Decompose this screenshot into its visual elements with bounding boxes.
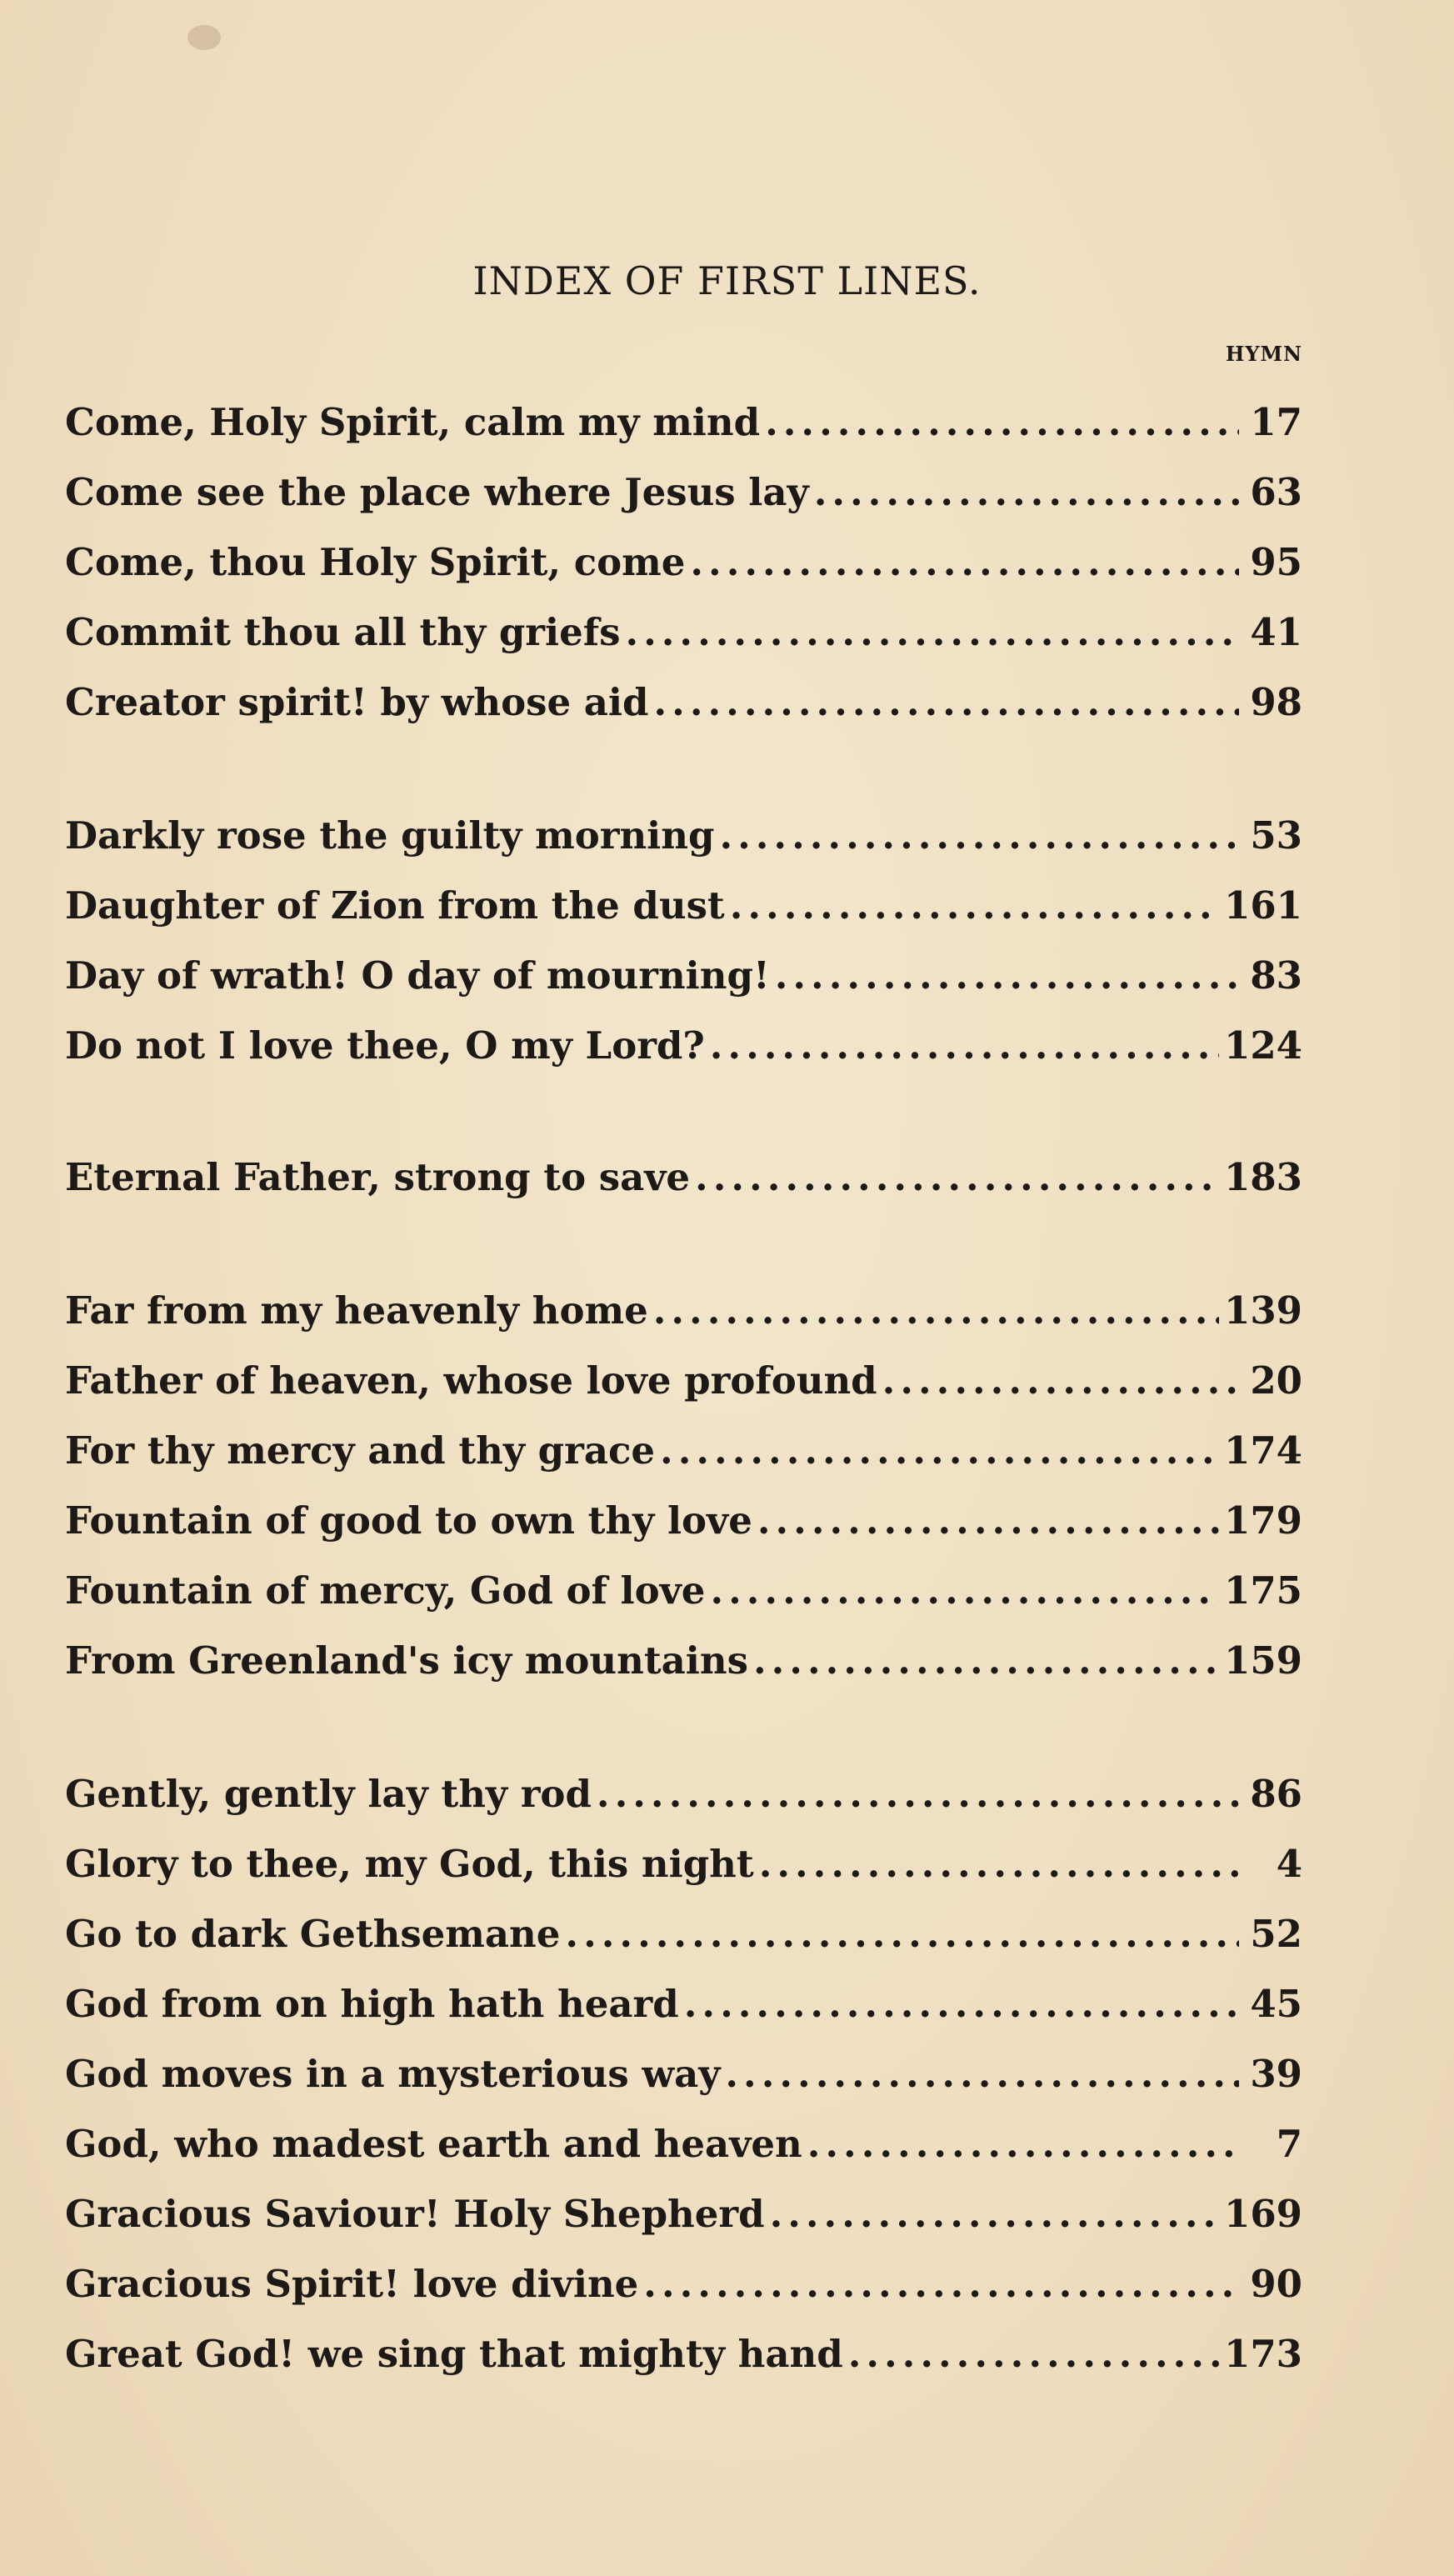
- hymn-number: 41: [1250, 610, 1302, 654]
- hymn-number: 83: [1250, 953, 1302, 998]
- hymn-number: 98: [1250, 680, 1302, 724]
- index-entry: [65, 1498, 1302, 1552]
- leader-dots: [765, 400, 1239, 444]
- hymn-number: 139: [1224, 1288, 1302, 1333]
- hymn-number: 17: [1250, 400, 1302, 444]
- index-entry: [65, 540, 1302, 593]
- index-entry: [65, 1982, 1302, 2035]
- hymn-number: 63: [1250, 470, 1302, 514]
- hymn-number: 90: [1250, 2262, 1302, 2306]
- hymn-number: 175: [1224, 1568, 1302, 1613]
- hymn-number: 95: [1250, 540, 1302, 584]
- index-entry: [65, 2262, 1302, 2315]
- index-entry: [65, 400, 1302, 453]
- leader-dots: [848, 2332, 1219, 2376]
- index-entry: [65, 1568, 1302, 1622]
- index-entry: [65, 2052, 1302, 2105]
- leader-dots: [770, 2192, 1220, 2236]
- leader-dots: [753, 1638, 1219, 1683]
- first-line: Great God! we sing that mighty hand: [65, 2332, 843, 2376]
- leader-dots: [814, 470, 1239, 514]
- index-entry: [65, 953, 1302, 1007]
- first-line: Daughter of Zion from the dust: [65, 883, 725, 928]
- index-entry: [65, 2332, 1302, 2385]
- first-line: Fountain of good to own thy love: [65, 1498, 752, 1543]
- first-line: Creator spirit! by whose aid: [65, 680, 649, 724]
- leader-dots: [725, 2052, 1239, 2096]
- first-line: Eternal Father, strong to save: [65, 1155, 691, 1199]
- leader-dots: [882, 1358, 1239, 1403]
- leader-dots: [710, 1023, 1219, 1068]
- index-entry: [65, 813, 1302, 867]
- index-entry: [65, 1428, 1302, 1482]
- first-line: Go to dark Gethsemane: [65, 1912, 561, 1956]
- first-line: Father of heaven, whose love profound: [65, 1358, 877, 1403]
- index-entry: [65, 680, 1302, 733]
- leader-dots: [757, 1498, 1219, 1543]
- hymn-column-header: HYMN: [1225, 342, 1302, 366]
- index-entry: [65, 2192, 1302, 2245]
- index-entry: [65, 2122, 1302, 2175]
- first-line: Come, thou Holy Spirit, come: [65, 540, 686, 584]
- first-line: Come see the place where Jesus lay: [65, 470, 809, 514]
- hymn-number: 161: [1224, 883, 1302, 928]
- hymn-number: 86: [1250, 1772, 1302, 1816]
- leader-dots: [730, 883, 1219, 928]
- first-line: Gracious Saviour! Holy Shepherd: [65, 2192, 765, 2236]
- leader-dots: [684, 1982, 1239, 2026]
- index-entry: [65, 1155, 1302, 1208]
- leader-dots: [759, 1842, 1239, 1886]
- leader-dots: [690, 540, 1239, 584]
- index-entry: [65, 1358, 1302, 1412]
- first-line: From Greenland's icy mountains: [65, 1638, 748, 1683]
- page-title: INDEX OF FIRST LINES.: [472, 258, 982, 303]
- first-line: Day of wrath! O day of mourning!: [65, 953, 770, 998]
- first-line: Gently, gently lay thy rod: [65, 1772, 592, 1816]
- first-line: God, who madest earth and heaven: [65, 2122, 802, 2166]
- leader-dots: [653, 1288, 1219, 1333]
- index-entry: [65, 1842, 1302, 1895]
- index-entry: [65, 1638, 1302, 1692]
- hymn-number: 7: [1276, 2122, 1302, 2166]
- hymn-number: 174: [1224, 1428, 1302, 1473]
- leader-dots: [807, 2122, 1239, 2166]
- leader-dots: [565, 1912, 1239, 1956]
- hymn-number: 159: [1224, 1638, 1302, 1683]
- hymn-number: 173: [1224, 2332, 1302, 2376]
- hymn-number: 20: [1250, 1358, 1302, 1403]
- hymn-number: 169: [1224, 2192, 1302, 2236]
- hymn-number: 39: [1250, 2052, 1302, 2096]
- leader-dots: [775, 953, 1239, 998]
- hymn-number: 183: [1224, 1155, 1302, 1199]
- first-line: God from on high hath heard: [65, 1982, 679, 2026]
- first-line: Fountain of mercy, God of love: [65, 1568, 706, 1613]
- index-entry: [65, 883, 1302, 937]
- hymn-number: 124: [1224, 1023, 1302, 1068]
- first-line: For thy mercy and thy grace: [65, 1428, 656, 1473]
- hymn-number: 45: [1250, 1982, 1302, 2026]
- first-line: Gracious Spirit! love divine: [65, 2262, 639, 2306]
- index-entry: [65, 1288, 1302, 1342]
- first-line: Commit thou all thy griefs: [65, 610, 621, 654]
- hymn-number: 4: [1276, 1842, 1302, 1886]
- index-entry: [65, 610, 1302, 663]
- leader-dots: [643, 2262, 1239, 2306]
- hymn-number: 53: [1250, 813, 1302, 858]
- first-line: Darkly rose the guilty morning: [65, 813, 715, 858]
- index-entry: [65, 1023, 1302, 1077]
- index-entry: [65, 470, 1302, 523]
- first-line: Far from my heavenly home: [65, 1288, 648, 1333]
- first-line: Come, Holy Spirit, calm my mind: [65, 400, 761, 444]
- leader-dots: [597, 1772, 1239, 1816]
- hymn-number: 52: [1250, 1912, 1302, 1956]
- index-entry: [65, 1772, 1302, 1825]
- first-line: Glory to thee, my God, this night: [65, 1842, 754, 1886]
- first-line: Do not I love thee, O my Lord?: [65, 1023, 705, 1068]
- leader-dots: [695, 1155, 1219, 1199]
- hymn-number: 179: [1224, 1498, 1302, 1543]
- ink-smudge: [187, 25, 221, 50]
- leader-dots: [710, 1568, 1219, 1613]
- leader-dots: [654, 680, 1240, 724]
- leader-dots: [660, 1428, 1219, 1473]
- leader-dots: [625, 610, 1239, 654]
- index-entry: [65, 1912, 1302, 1965]
- first-line: God moves in a mysterious way: [65, 2052, 721, 2096]
- leader-dots: [719, 813, 1239, 858]
